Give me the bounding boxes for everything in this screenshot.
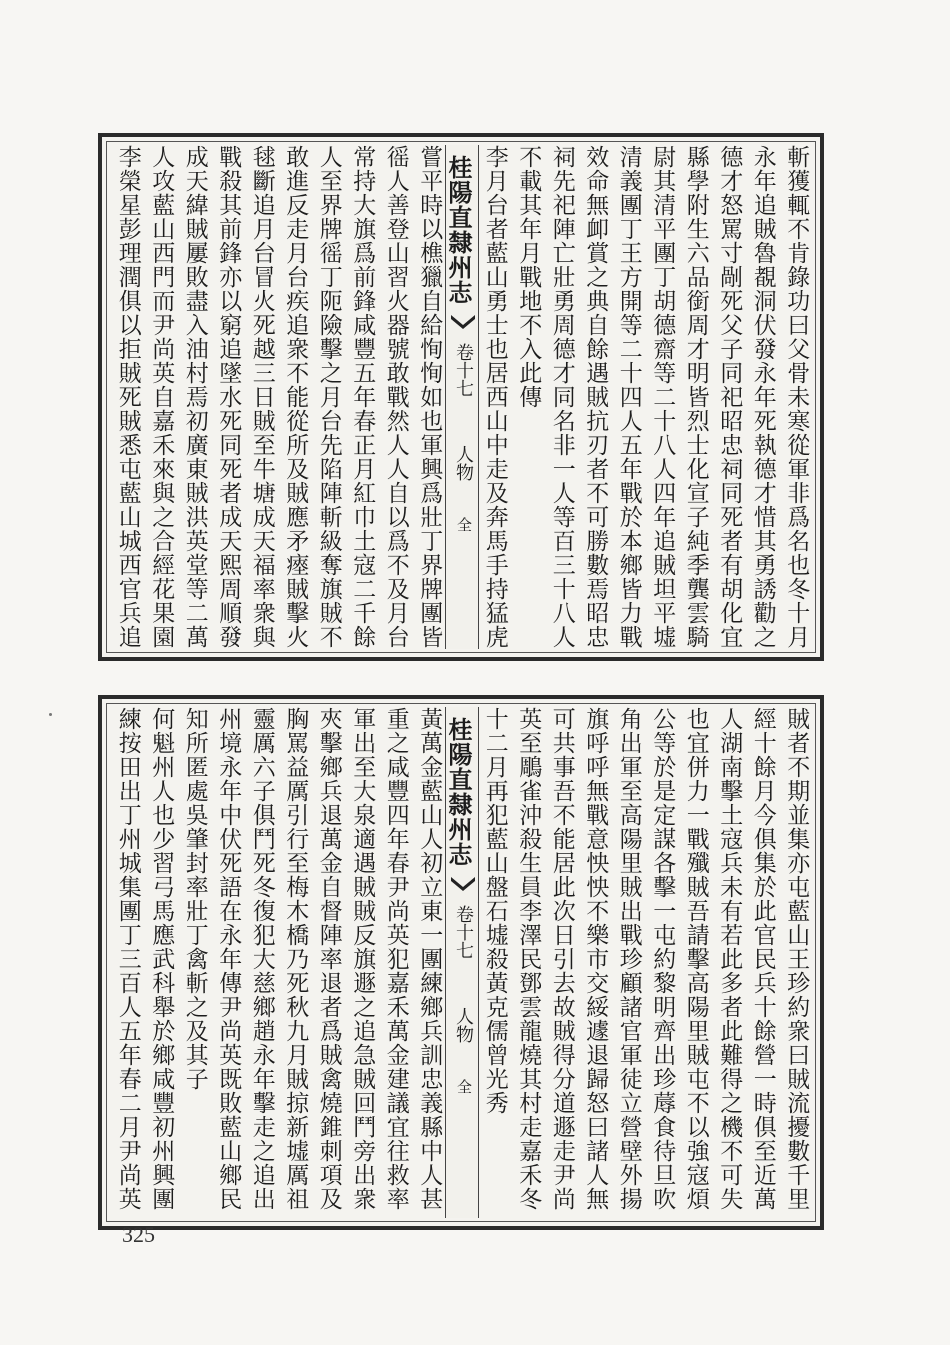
text-column: 毬斷追月台冒火死越三日賊至牛塘成天福率衆與	[248, 145, 275, 649]
text-column: 旗呼呼無戰意怏怏不樂市交綏遽退歸怒曰諸人無	[582, 707, 609, 1211]
text-column: 軍出至大泉適遇賊賊反旗遯之追急賊回鬥旁出衆	[349, 707, 376, 1211]
text-column: 永年追賊魯覩洞伏發永年死執德才惜其勇誘勸之	[749, 145, 776, 649]
center-fold-column	[445, 707, 479, 1218]
text-column: 戰殺其前鋒亦以窮追墜水死同死者成天熙周順發	[215, 145, 242, 649]
text-column: 效命無卹賞之典自餘遇賊抗刃者不可勝數焉昭忠	[582, 145, 609, 649]
text-column: 成天緯賊屢敗盡入油村焉初廣東賊洪英堂等二萬	[181, 145, 208, 649]
text-column: 祠先祀陣亡壯勇周德才同名非一人等百三十八人	[548, 145, 575, 649]
fish-tail-mark-icon	[449, 875, 477, 893]
volume-label: 卷十七	[453, 343, 474, 397]
text-column: 公等於是定謀各擊一屯約黎明齊出珍蓐食待旦吹	[649, 707, 676, 1211]
text-column: 練按田出丁州城集團丁三百人五年春二月尹尚英	[114, 707, 141, 1211]
text-column: 徭人善登山習火器號敢戰然人人自以爲不及月台	[382, 145, 409, 649]
text-column: 常持大旗爲前鋒咸豐五年春正月紅巾土寇二千餘	[349, 145, 376, 649]
text-column: 人至界牌徭丁阨險擊之月台先陷陣斬級奪旗賊不	[315, 145, 342, 649]
text-column: 州境永年中伏死語在永年傳尹尚英既敗藍山鄉民	[215, 707, 242, 1211]
text-column: 賊者不期並集亦屯藍山王珍約衆曰賊流擾數千里	[783, 707, 810, 1211]
text-column: 李月台者藍山勇士也居西山中走及奔馬手持猛虎	[481, 145, 508, 649]
center-fold-column	[445, 145, 479, 649]
section-label: 人物	[453, 445, 474, 481]
text-column: 德才怒罵寸剮死父子同祀昭忠祠同死者有胡化宜	[716, 145, 743, 649]
volume-label: 卷十七	[453, 905, 474, 959]
text-column: 靈厲六子俱鬥死冬復犯大慈鄉趙永年擊走之追出	[248, 707, 275, 1211]
page-number: 325	[122, 1222, 155, 1247]
text-column: 黃萬金藍山人初立東一團練鄉兵訓忠義縣中人甚	[416, 707, 443, 1211]
text-column: 經十餘月今俱集於此官民兵十餘營一時俱至近萬	[749, 707, 776, 1211]
text-column: 清義團丁王方開等二十四人五年戰於本鄉皆力戰	[615, 145, 642, 649]
folio-number: 全	[455, 517, 473, 532]
text-column: 何魁州人也少習弓馬應武科舉於鄉咸豐初州興團	[148, 707, 175, 1211]
text-column: 夾擊鄉兵退萬金自督陣率退者爲賊禽燒錐刺項及	[315, 707, 342, 1211]
book-title: 桂陽直隸州志	[444, 717, 473, 867]
text-column: 人湖南擊土寇兵未有若此多者此難得之機不可失	[716, 707, 743, 1211]
text-column: 知所匿處吳肇封率壯丁禽斬之及其子	[181, 707, 208, 1091]
text-column: 胸罵益厲引行至梅木橋乃死秋九月賊掠新墟厲祖	[282, 707, 309, 1211]
text-column: 不載其年月戰地不入此傳	[515, 145, 542, 409]
text-column: 敢進反走月台疾追衆不能從所及賊應矛瘞賊擊火	[282, 145, 309, 649]
book-title: 桂陽直隸州志	[444, 155, 473, 305]
text-column: 重之咸豐四年春尹尚英犯嘉禾萬金建議宜往救率	[382, 707, 409, 1211]
text-column: 李榮星彭理潤俱以拒賊死賊悉屯藍山城西官兵追	[114, 145, 141, 649]
text-column: 尉其清平團丁胡德齋等二十八人四年追賊坦平墟	[649, 145, 676, 649]
section-label: 人物	[453, 1007, 474, 1043]
text-column: 英至鵰雀沖殺生員李澤民鄧雲龍燒其村走嘉禾冬	[515, 707, 542, 1211]
text-column: 角出軍至高陽里賊出戰珍顧諸官軍徒立營壁外揚	[615, 707, 642, 1211]
text-block-top	[98, 133, 824, 661]
text-column: 嘗平時以樵獵自給恂恂如也軍興爲壯丁界牌團皆	[416, 145, 443, 649]
text-block-bottom	[98, 695, 824, 1230]
fish-tail-mark-icon	[449, 313, 477, 331]
text-column: 十二月再犯藍山盤石墟殺黃克儒曾光秀	[481, 707, 508, 1115]
stray-ink-dot	[49, 713, 52, 716]
folio-number: 全	[455, 1079, 473, 1094]
text-column: 可共事吾不能居此次日引去故賊得分道遯走尹尚	[548, 707, 575, 1211]
text-column: 縣學附生六品銜周才明皆烈士化宣子純季龔雲騎	[682, 145, 709, 649]
text-column: 也宜併力一戰殲賊吾請擊高陽里賊屯不以強寇煩	[682, 707, 709, 1211]
text-column: 斬獲輒不肯錄功曰父骨未寒從軍非爲名也冬十月	[783, 145, 810, 649]
text-column: 人攻藍山西門而尹尚英自嘉禾來與之合經花果園	[148, 145, 175, 649]
